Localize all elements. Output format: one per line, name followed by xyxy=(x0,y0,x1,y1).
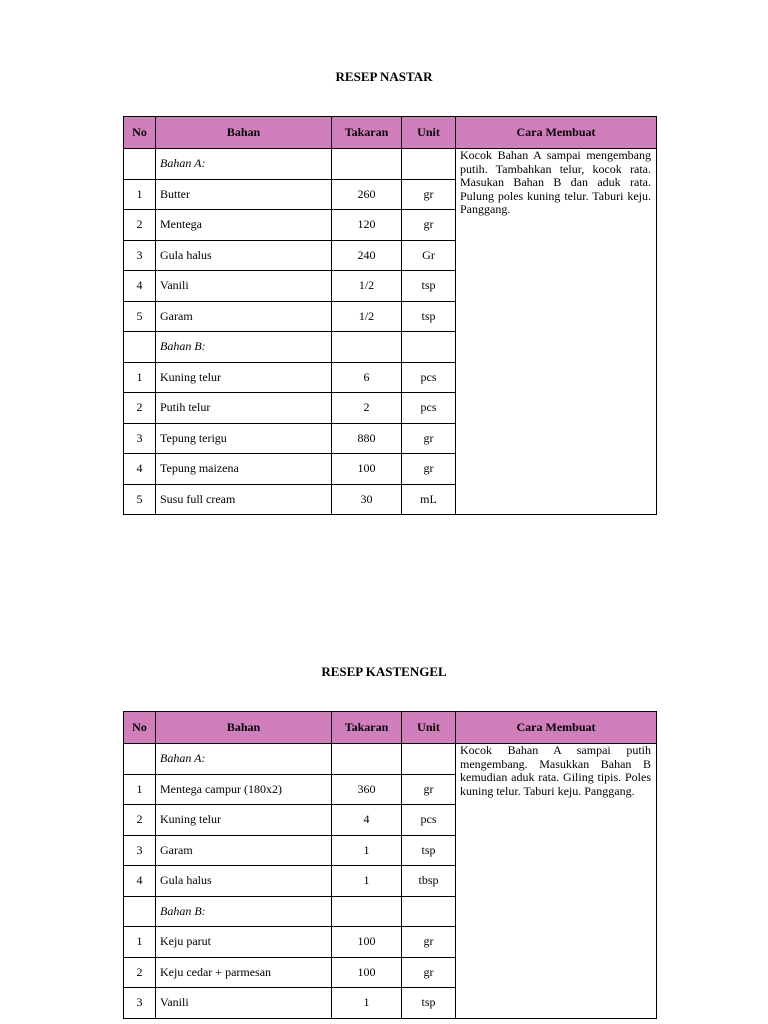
item-takaran: 1 xyxy=(332,988,402,1019)
recipe-table xyxy=(123,711,657,1019)
item-unit: gr xyxy=(402,179,456,210)
item-bahan: Vanili xyxy=(156,988,332,1019)
item-no: 3 xyxy=(124,240,156,271)
header-bahan: Bahan xyxy=(156,712,332,744)
item-unit: mL xyxy=(402,484,456,515)
item-unit: Gr xyxy=(402,240,456,271)
header-no: No xyxy=(124,712,156,744)
item-bahan: Tepung maizena xyxy=(156,454,332,485)
item-bahan: Mentega xyxy=(156,210,332,241)
item-no: 4 xyxy=(124,866,156,897)
cara-membuat-text: Kocok Bahan A sampai putih mengembang. Masukkan Bahan B kemudian aduk rata. Giling tipis. Poles kuning telur. Taburi keju. Panggang. xyxy=(460,743,651,798)
item-bahan: Mentega campur (180x2) xyxy=(156,774,332,805)
no-cell xyxy=(124,332,156,363)
item-bahan: Keju cedar + parmesan xyxy=(156,957,332,988)
item-takaran: 120 xyxy=(332,210,402,241)
section-row xyxy=(124,149,657,180)
item-unit: gr xyxy=(402,927,456,958)
item-takaran: 30 xyxy=(332,484,402,515)
item-takaran: 4 xyxy=(332,805,402,836)
item-no: 2 xyxy=(124,393,156,424)
section-row xyxy=(124,744,657,775)
recipe-title: RESEP NASTAR xyxy=(335,69,433,84)
item-bahan: Butter xyxy=(156,179,332,210)
item-unit: tsp xyxy=(402,835,456,866)
item-unit: gr xyxy=(402,423,456,454)
takaran-cell xyxy=(332,744,402,775)
item-takaran: 100 xyxy=(332,927,402,958)
recipe-title: RESEP KASTENGEL xyxy=(321,664,447,679)
item-takaran: 1 xyxy=(332,866,402,897)
item-no: 4 xyxy=(124,454,156,485)
item-takaran: 1/2 xyxy=(332,271,402,302)
item-no: 4 xyxy=(124,271,156,302)
item-unit: gr xyxy=(402,210,456,241)
item-takaran: 880 xyxy=(332,423,402,454)
header-no: No xyxy=(124,117,156,149)
header-takaran: Takaran xyxy=(332,712,402,744)
no-cell xyxy=(124,896,156,927)
header-cara-membuat: Cara Membuat xyxy=(456,117,657,149)
item-no: 2 xyxy=(124,805,156,836)
unit-cell xyxy=(402,332,456,363)
item-unit: gr xyxy=(402,957,456,988)
item-takaran: 1/2 xyxy=(332,301,402,332)
unit-cell xyxy=(402,149,456,180)
no-cell xyxy=(124,149,156,180)
item-takaran: 100 xyxy=(332,454,402,485)
item-takaran: 260 xyxy=(332,179,402,210)
cara-membuat-text: Kocok Bahan A sampai mengembang putih. Tambahkan telur, kocok rata. Masukan Bahan B dan aduk rata. Pulung poles kuning telur. Taburi keju. Panggang. xyxy=(460,148,651,216)
header-cara-membuat: Cara Membuat xyxy=(456,712,657,744)
item-bahan: Tepung terigu xyxy=(156,423,332,454)
item-bahan: Gula halus xyxy=(156,866,332,897)
item-unit: tsp xyxy=(402,271,456,302)
header-bahan: Bahan xyxy=(156,117,332,149)
item-takaran: 240 xyxy=(332,240,402,271)
item-unit: tsp xyxy=(402,988,456,1019)
item-unit: tbsp xyxy=(402,866,456,897)
item-bahan: Putih telur xyxy=(156,393,332,424)
no-cell xyxy=(124,744,156,775)
takaran-cell xyxy=(332,149,402,180)
table-header-row xyxy=(124,712,657,744)
item-no: 3 xyxy=(124,835,156,866)
item-no: 3 xyxy=(124,988,156,1019)
item-no: 1 xyxy=(124,774,156,805)
item-unit: pcs xyxy=(402,805,456,836)
item-bahan: Vanili xyxy=(156,271,332,302)
header-unit: Unit xyxy=(402,712,456,744)
header-unit: Unit xyxy=(402,117,456,149)
item-no: 1 xyxy=(124,927,156,958)
item-unit: gr xyxy=(402,454,456,485)
item-bahan: Susu full cream xyxy=(156,484,332,515)
takaran-cell xyxy=(332,332,402,363)
item-bahan: Kuning telur xyxy=(156,805,332,836)
item-bahan: Keju parut xyxy=(156,927,332,958)
item-takaran: 2 xyxy=(332,393,402,424)
item-takaran: 360 xyxy=(332,774,402,805)
item-unit: tsp xyxy=(402,301,456,332)
item-no: 1 xyxy=(124,362,156,393)
item-takaran: 6 xyxy=(332,362,402,393)
item-no: 2 xyxy=(124,210,156,241)
table-header-row xyxy=(124,117,657,149)
item-unit: gr xyxy=(402,774,456,805)
item-no: 2 xyxy=(124,957,156,988)
section-label: Bahan A: xyxy=(156,149,332,180)
item-bahan: Gula halus xyxy=(156,240,332,271)
item-no: 1 xyxy=(124,179,156,210)
item-no: 3 xyxy=(124,423,156,454)
cara-membuat-cell xyxy=(456,744,657,1019)
unit-cell xyxy=(402,896,456,927)
item-takaran: 100 xyxy=(332,957,402,988)
item-takaran: 1 xyxy=(332,835,402,866)
unit-cell xyxy=(402,744,456,775)
item-no: 5 xyxy=(124,484,156,515)
cara-membuat-cell xyxy=(456,149,657,515)
item-bahan: Kuning telur xyxy=(156,362,332,393)
recipe-table xyxy=(123,116,657,515)
takaran-cell xyxy=(332,896,402,927)
item-bahan: Garam xyxy=(156,301,332,332)
item-unit: pcs xyxy=(402,393,456,424)
section-label: Bahan B: xyxy=(156,896,332,927)
section-label: Bahan B: xyxy=(156,332,332,363)
item-unit: pcs xyxy=(402,362,456,393)
section-label: Bahan A: xyxy=(156,744,332,775)
item-bahan: Garam xyxy=(156,835,332,866)
item-no: 5 xyxy=(124,301,156,332)
header-takaran: Takaran xyxy=(332,117,402,149)
